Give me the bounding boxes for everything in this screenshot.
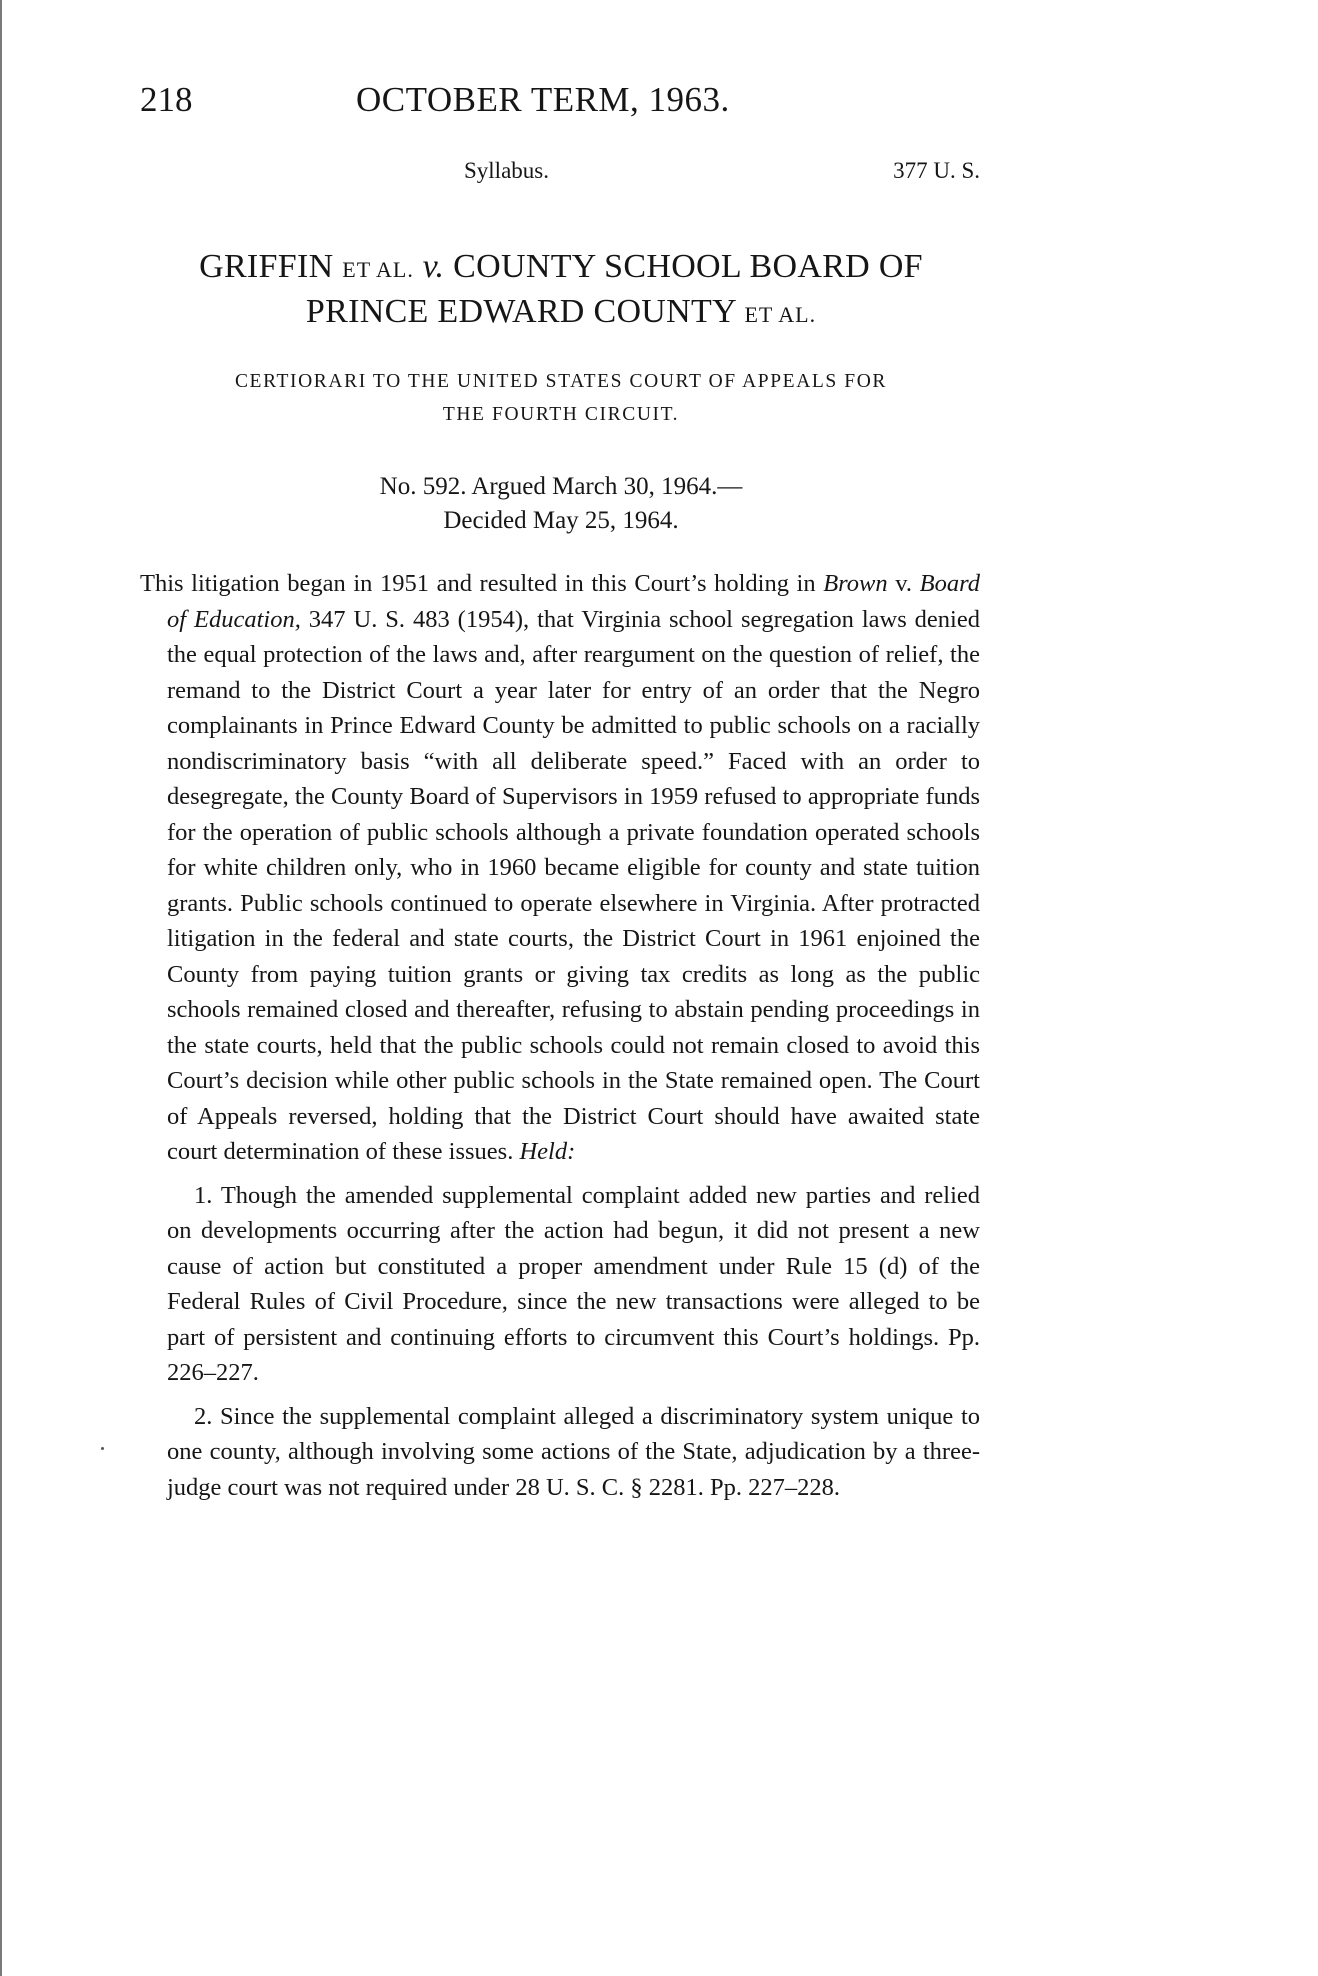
- section-label: Syllabus.: [464, 158, 549, 183]
- et-al-petitioner: ET AL.: [342, 257, 414, 282]
- case-title-line-1: [140, 246, 982, 291]
- running-subhead: [140, 158, 980, 192]
- term-heading: OCTOBER TERM, 1963.: [356, 80, 730, 119]
- certiorari-heading: [140, 365, 982, 431]
- holding-paragraph-1: 1. Though the amended supplemental complaint added new parties and relied on developments occurring after the action had begun, it did not present a new cause of action but constituted a proper amendment under Rule 15 (d) of the Federal Rules of Civil Procedure, since the new transactions were alleged to be part of persistent and continuing efforts to circumvent this Court’s holdings. Pp. 226–227.: [167, 1181, 980, 1386]
- respondent-name-line-2: PRINCE EDWARD COUNTY: [305, 293, 736, 330]
- volume-citation: 377 U. S.: [893, 158, 980, 183]
- docket-info: [140, 470, 982, 538]
- summary-versus: v.: [887, 570, 920, 597]
- docket-decided: Decided May 25, 1964.: [443, 507, 679, 534]
- petitioner-name: GRIFFIN: [199, 248, 334, 285]
- certiorari-line-2: THE FOURTH CIRCUIT.: [442, 404, 680, 425]
- versus-marker: v.: [422, 248, 445, 285]
- held-label: Held:: [519, 1138, 576, 1165]
- syllabus-body: [140, 566, 980, 1505]
- page-number: 218: [140, 80, 193, 119]
- case-name-brown: Brown: [823, 570, 888, 597]
- docket-argued: No. 592. Argued March 30, 1964.—: [379, 473, 743, 500]
- summary-text-start: This litigation began in 1951 and resulted in this Court’s holding in: [140, 570, 824, 597]
- respondent-name-line-1: COUNTY SCHOOL BOARD OF: [453, 248, 923, 285]
- holding-paragraph-2: 2. Since the supplemental complaint alleged a discriminatory system unique to one county, although involving some actions of the State, adjudication by a three-judge court was not required under 28 U. S. C. § 2281. Pp. 227–228.: [167, 1402, 980, 1501]
- syllabus-summary-paragraph: [140, 566, 980, 1170]
- case-name-board: Board of Education,: [167, 570, 980, 633]
- et-al-respondent: ET AL.: [744, 302, 817, 327]
- scan-speck: [101, 1447, 104, 1450]
- page-edge-rule: [0, 0, 2, 1976]
- certiorari-line-1: CERTIORARI TO THE UNITED STATES COURT OF APPEALS FOR: [234, 371, 888, 392]
- running-head: [140, 80, 980, 130]
- case-title-line-2: [140, 291, 982, 336]
- case-title: [140, 246, 982, 336]
- summary-text-rest: 347 U. S. 483 (1954), that Virginia school segregation laws denied the equal protection of the laws and, after reargument on the question of relief, the remand to the District Court a year later for entry of an order that the Negro complainants in Prince Edward County be admitted to public schools on a racially nondiscriminatory basis “with all deliberate speed.” Faced with an order to desegregate, the County Board of Supervisors in 1959 refused to appropriate funds for the operation of public schools although a private foundation operated schools for white children only, who in 1960 became eligible for county and state tuition grants. Public schools continued to operate elsewhere in Virginia. After protracted litigation in the federal and state courts, the District Court in 1961 enjoined the County from paying tuition grants or giving tax credits as long as the public schools remained closed and thereafter, refusing to abstain pending proceedings in the state courts, held that the public schools could not remain closed to avoid this Court’s decision while other public schools in the State remained open. The Court of Appeals reversed, holding that the District Court should have awaited state court determination of these issues.: [167, 605, 980, 1165]
